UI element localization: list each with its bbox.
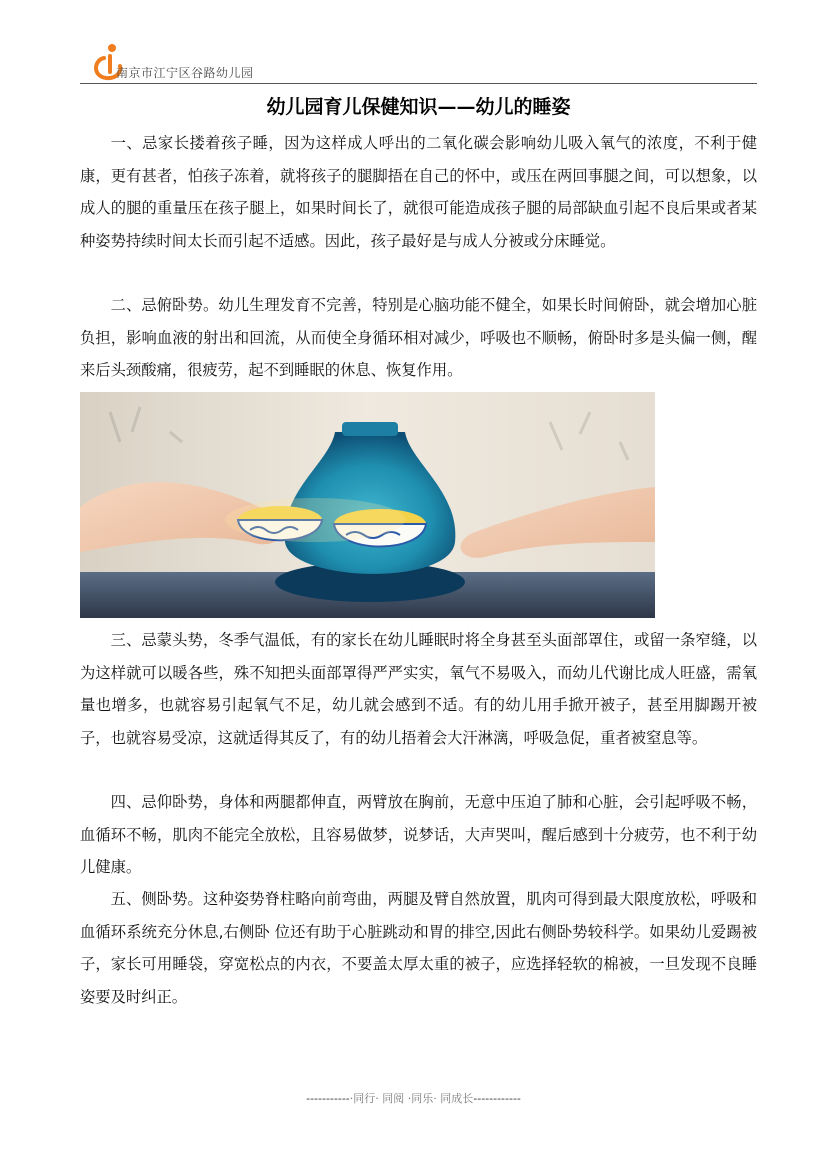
page-footer <box>0 1090 827 1106</box>
org-name: 南京市江宁区谷路幼儿园 <box>116 66 254 80</box>
page-header <box>80 40 757 84</box>
paragraph-4: 四、忌仰卧势，身体和两腿都伸直，两臂放在胸前，无意中压迫了肺和心脏，会引起呼吸不畅，血循环不畅，肌肉不能完全放松，且容易做梦，说梦话，大声哭叫，醒后感到十分疲劳，也不利于幼儿健康。 <box>80 793 757 877</box>
paragraph-3: 三、忌蒙头势，冬季气温低，有的家长在幼儿睡眠时将全身甚至头面部罩住，或留一条窄缝，以为这样就可以暖各些，殊不知把头面部罩得严严实实，氧气不易吸入，而幼儿代谢比成人旺盛，需氧量也增多，也就容易引起氧气不足，幼儿就会感到不适。有的幼儿用手掀开被子，甚至用脚踢开被子，也就容易受凉，这就适得其反了，有的幼儿捂着会大汗淋漓，呼吸急促，重者被窒息等。 <box>80 631 757 747</box>
footer-slogan: ·同行· 同阅 ·同乐· 同成长 <box>349 1092 474 1105</box>
document-title: 幼儿园育儿保健知识——幼儿的睡姿 <box>266 96 571 118</box>
paragraph-5: 五、侧卧势。这种姿势脊柱略向前弯曲，两腿及臂自然放置，肌肉可得到最大限度放松，呼吸和血循环系统充分休息,右侧卧 位还有助于心脏跳动和胃的排空,因此右侧卧势较科学。如果幼儿爱踢被子，家长可用睡袋，穿宽松点的内衣，不要盖太厚太重的被子，应选择轻软的棉被，一旦发现不良睡姿要及时纠正。 <box>80 890 757 1006</box>
header-divider <box>80 83 757 84</box>
paragraph-2: 二、忌俯卧势。幼儿生理发育不完善，特别是心脑功能不健全，如果长时间俯卧，就会增加心脏负担，影响血液的射出和回流，从而使全身循环相对减少，呼吸也不顺畅，俯卧时多是头偏一侧，醒来后头颈酸痛，很疲劳，起不到睡眠的休息、恢复作用。 <box>80 296 757 380</box>
footer-left-dashes: ----------- <box>306 1092 350 1105</box>
paragraph-1: 一、忌家长搂着孩子睡，因为这样成人呼出的二氧化碳会影响幼儿吸入氧气的浓度，不利于健康，更有甚者，怕孩子冻着，就将孩子的腿脚捂在自己的怀中，或压在两回事腿之间，可以想象，以成人的腿的重量压在孩子腿上，如果时间长了，就很可能造成孩子腿的局部缺血引起不良后果或者某种姿势持续时间太长而引起不适感。因此，孩子最好是与成人分被或分床睡觉。 <box>80 134 757 250</box>
tea-cups-photo <box>80 392 655 618</box>
footer-right-dashes: ------------ <box>473 1092 521 1105</box>
